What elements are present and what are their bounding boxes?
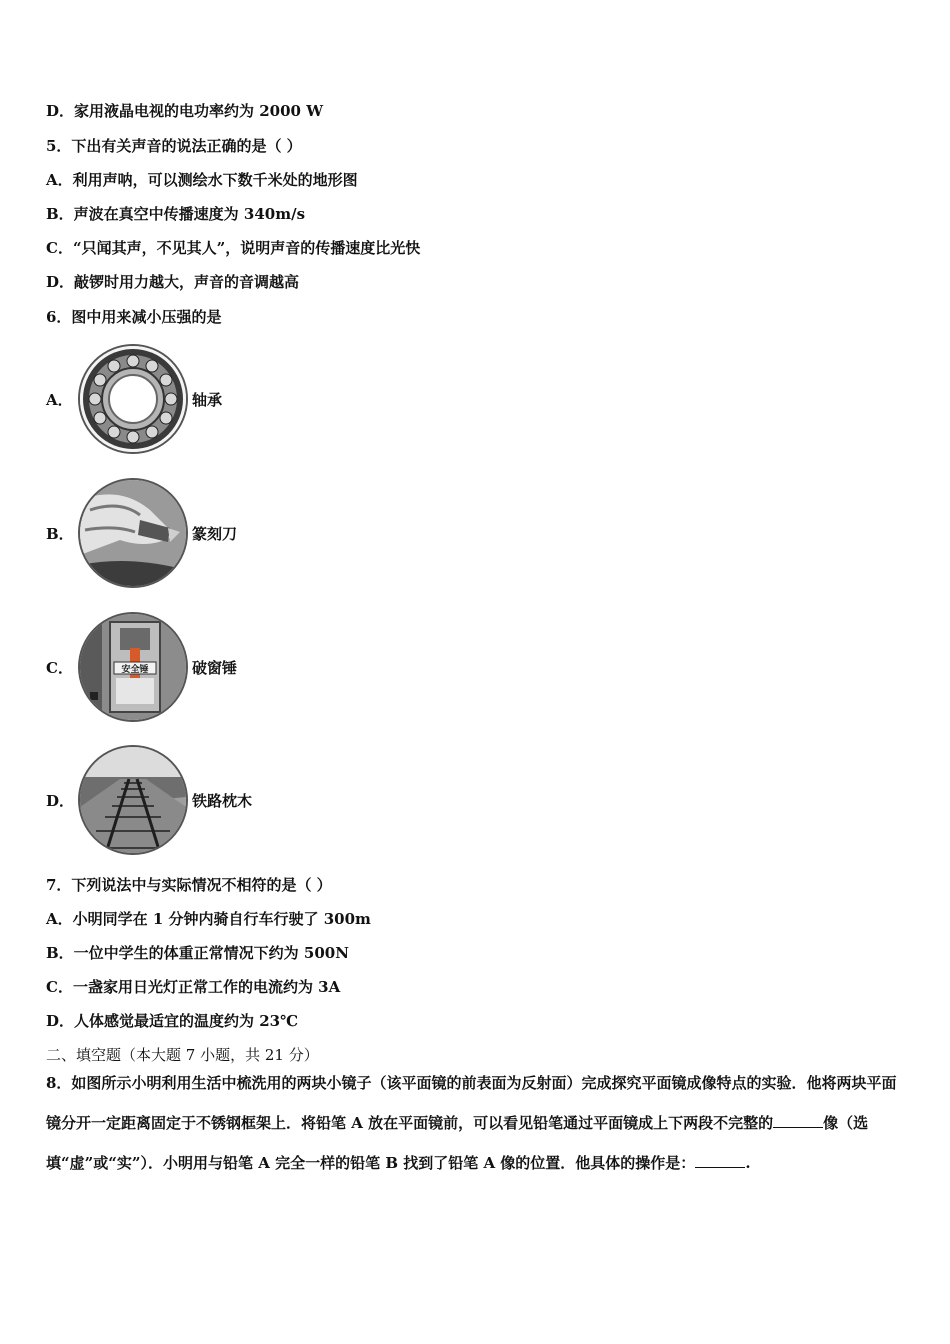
q8-part3: . — [745, 1154, 751, 1172]
section-title: 二、填空题（本大题 7 小题，共 21 分） — [46, 1046, 319, 1064]
window-hammer-icon — [78, 612, 188, 722]
q8-part1: 8．如图所示小明利用生活中梳洗用的两块小镜子（该平面镜的前表面为反射面）完成探究平面镜成像特点的实验．他将两块平面镜分开一定距离固定于不锈钢框架上．将铅笔 A 放在平面镜前，可以看见铅笔通过平面镜成上下两段不完整的 — [46, 1074, 897, 1132]
option-label: 铁路枕木 — [192, 792, 253, 810]
q6-option-b — [46, 478, 446, 588]
option-label: 篆刻刀 — [192, 525, 238, 543]
q6-option-d — [46, 745, 446, 855]
option-letter: C． — [46, 659, 73, 677]
answer-blank[interactable] — [773, 1113, 823, 1128]
carving-knife-icon — [78, 478, 188, 588]
q5-option-d: D．敲锣时用力越大，声音的音调越高 — [46, 273, 300, 291]
hammer-sign-text: 安全锤 — [121, 665, 149, 675]
q6-option-c — [46, 612, 446, 722]
option-letter: B． — [46, 525, 74, 543]
q7-option-a: A．小明同学在 1 分钟内骑自行车行驶了 300m — [46, 910, 371, 928]
option-label: 破窗锤 — [192, 659, 238, 677]
bearing-icon — [78, 344, 188, 454]
q8-part2: 像（选填“虚”或“实”）．小明用与铅笔 A 完全一样的铅笔 B 找到了铅笔 A 像的位置．他具体的操作是： — [46, 1114, 869, 1172]
q5-option-b: B．声波在真空中传播速度为 340m/s — [46, 205, 306, 223]
q5-option-c: C．“只闻其声，不见其人”，说明声音的传播速度比光快 — [46, 239, 421, 257]
railway-sleeper-icon — [78, 745, 188, 855]
q7-option-c: C．一盏家用日光灯正常工作的电流约为 3A — [46, 978, 341, 996]
q5-option-a: A．利用声呐，可以测绘水下数千米处的地形图 — [46, 171, 358, 189]
q7-option-d: D．人体感觉最适宜的温度约为 23℃ — [46, 1012, 299, 1030]
q4-option-d: D．家用液晶电视的电功率约为 2000 W — [46, 102, 324, 120]
option-label: 轴承 — [192, 391, 223, 409]
q6-option-a — [46, 344, 446, 454]
q7-stem: 7．下列说法中与实际情况不相符的是（ ） — [46, 876, 332, 894]
answer-blank[interactable] — [695, 1153, 745, 1168]
option-letter: D． — [46, 792, 75, 810]
q7-option-b: B．一位中学生的体重正常情况下约为 500N — [46, 944, 349, 962]
q8-text — [46, 1063, 906, 1183]
q6-stem: 6．图中用来减小压强的是 — [46, 308, 222, 326]
option-letter: A． — [46, 391, 73, 409]
q5-stem: 5．下出有关声音的说法正确的是（ ） — [46, 137, 302, 155]
